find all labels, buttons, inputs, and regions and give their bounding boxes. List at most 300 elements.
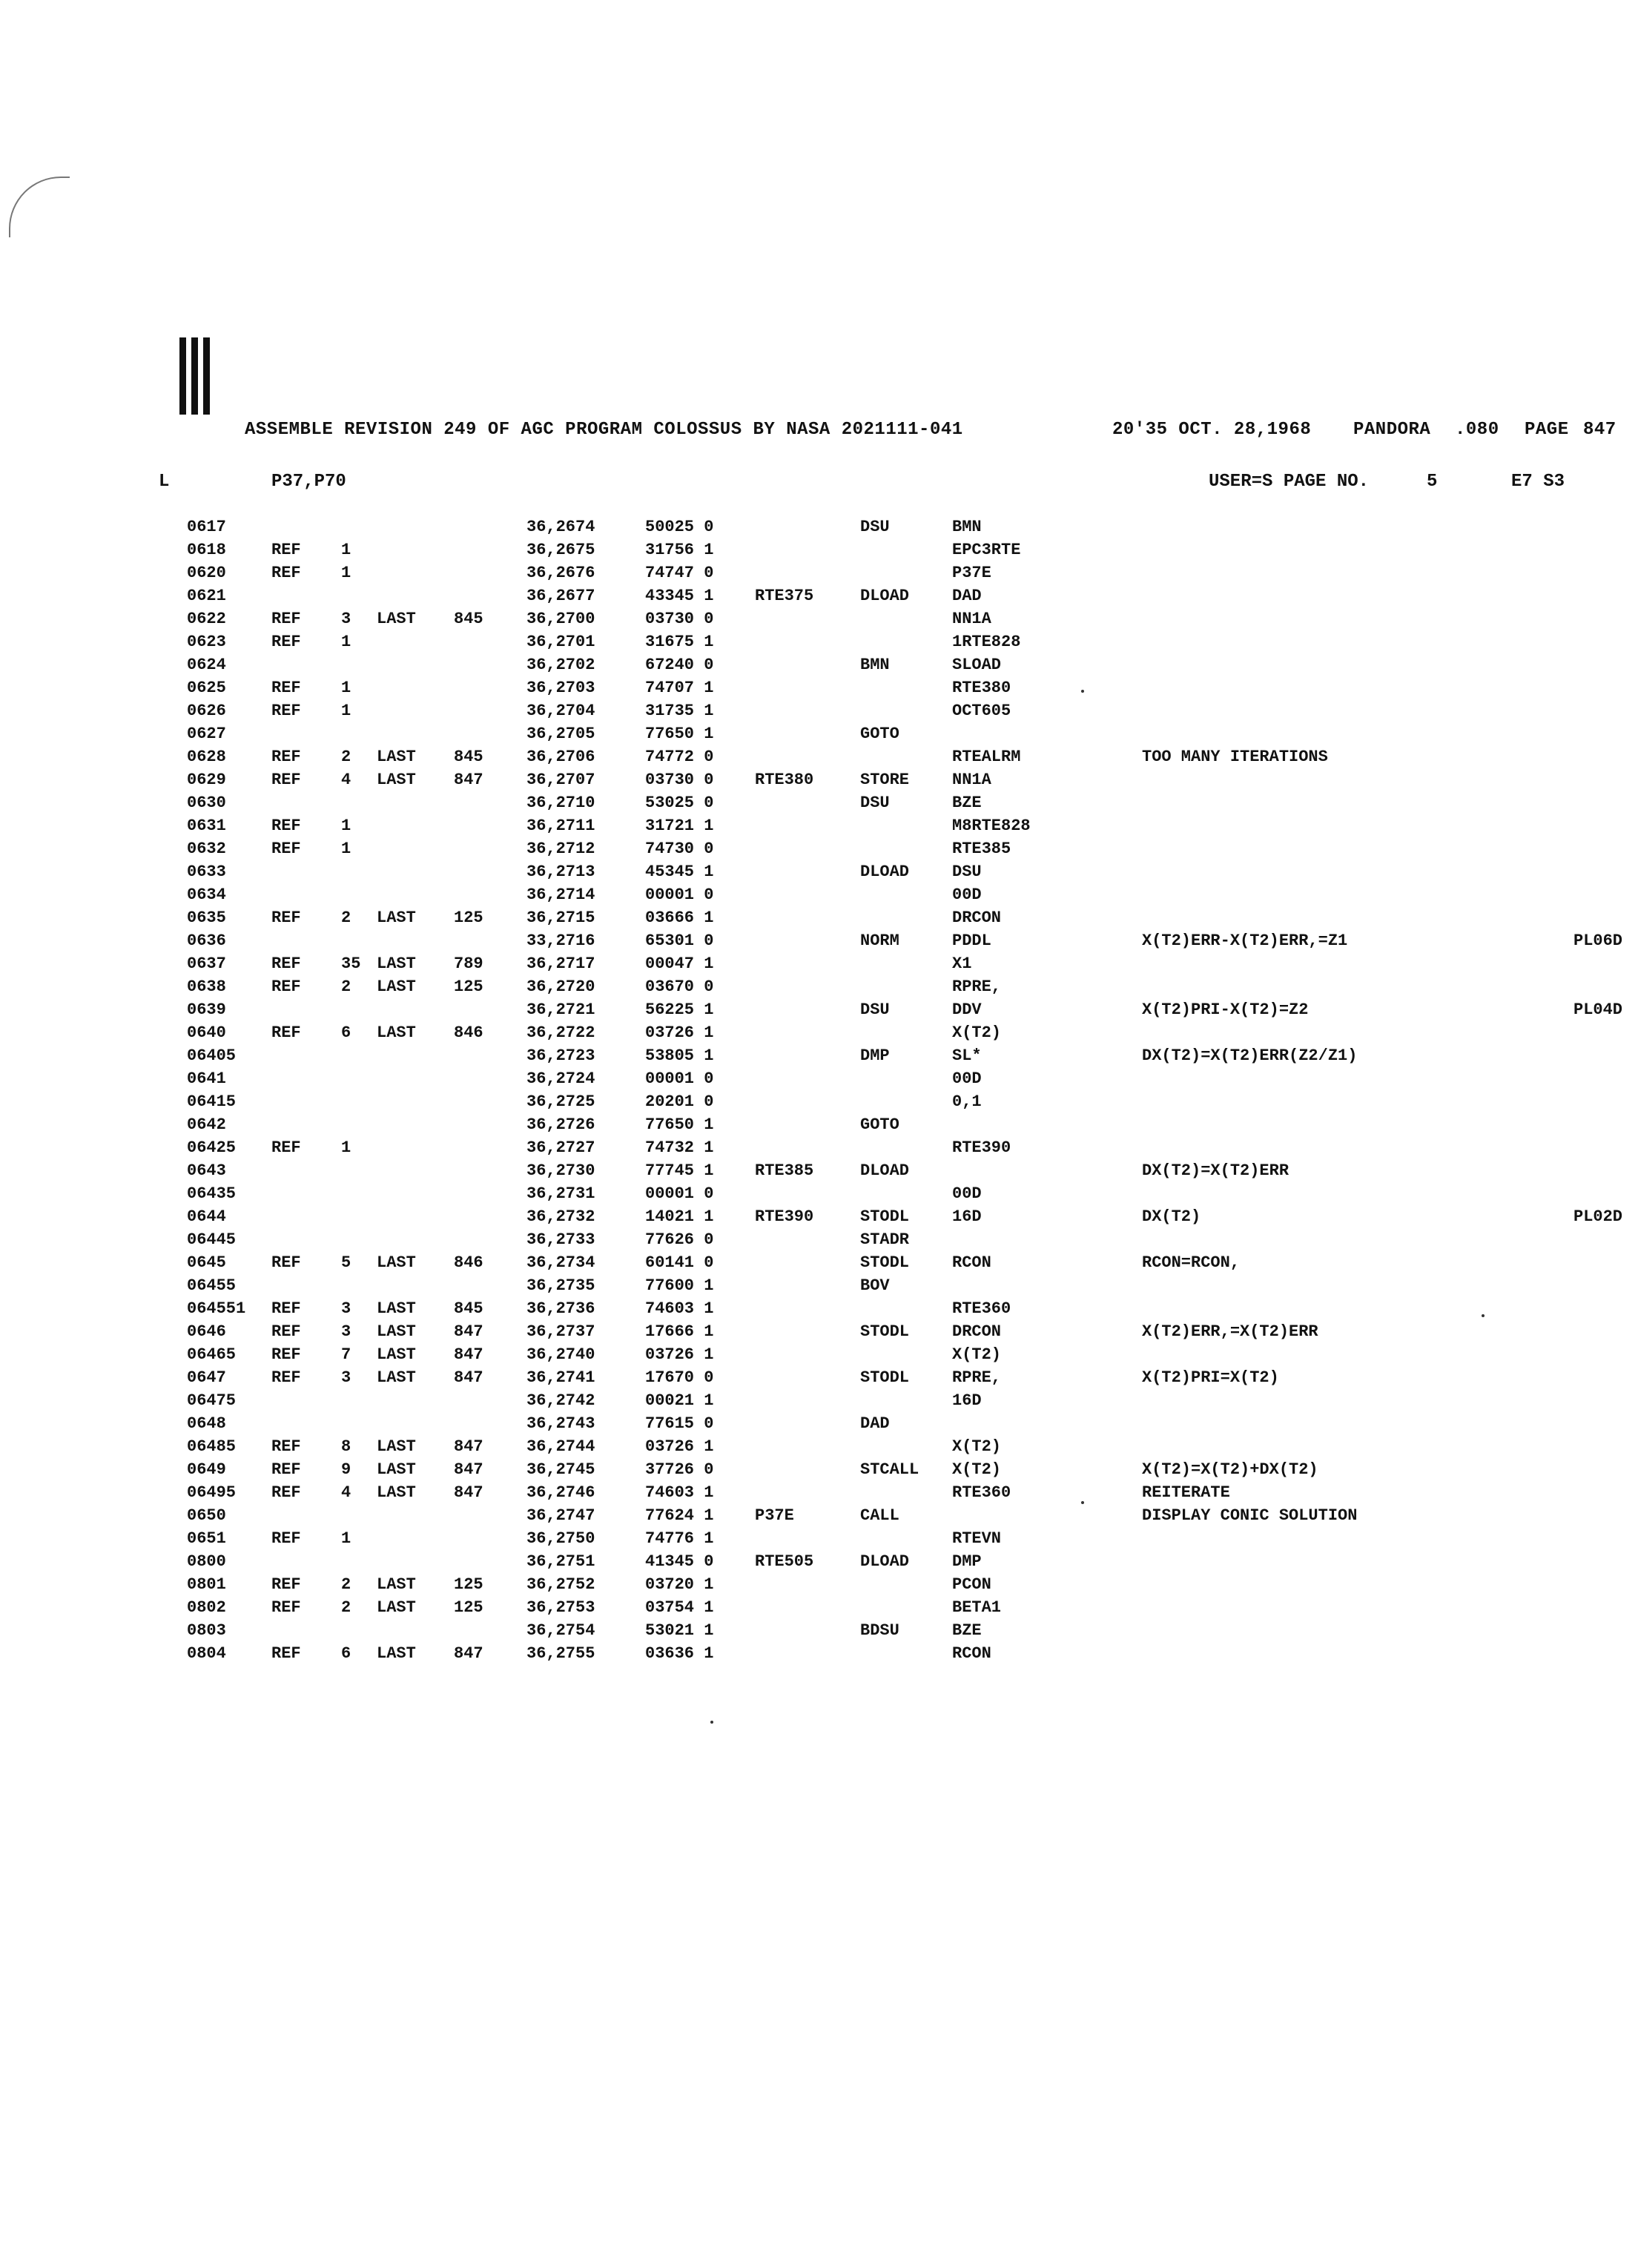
last-page: 789	[454, 955, 483, 973]
address: 36,2714	[526, 886, 595, 904]
opcode: DAD	[860, 1414, 890, 1433]
address: 36,2710	[526, 794, 595, 812]
operand: 0,1	[952, 1092, 982, 1111]
address: 36,2701	[526, 633, 595, 651]
scan-speck	[710, 1721, 713, 1724]
label: P37E	[755, 1506, 794, 1525]
operand: RPRE,	[952, 978, 1002, 996]
address: 36,2703	[526, 679, 595, 697]
listing-code: E7 S3	[1511, 472, 1565, 492]
octal-code: 74603 1	[645, 1299, 714, 1318]
listing-row	[0, 1322, 1638, 1345]
line-number: 0643	[187, 1161, 226, 1180]
scan-speck	[1482, 1314, 1485, 1317]
octal-code: 77650 1	[645, 1115, 714, 1134]
octal-code: 41345 0	[645, 1552, 714, 1571]
address: 36,2720	[526, 978, 595, 996]
last-flag: LAST	[377, 1644, 416, 1663]
last-page: 125	[454, 1598, 483, 1617]
listing-row	[0, 1598, 1638, 1621]
address: 36,2715	[526, 909, 595, 927]
operand: DRCON	[952, 909, 1002, 927]
opcode: STODL	[860, 1207, 910, 1226]
listing-row	[0, 1391, 1638, 1414]
ref-count: 6	[341, 1644, 351, 1663]
address: 36,2741	[526, 1368, 595, 1387]
octal-code: 17666 1	[645, 1322, 714, 1341]
ref-count: 2	[341, 748, 351, 766]
address: 36,2713	[526, 863, 595, 881]
opcode: STCALL	[860, 1460, 919, 1479]
ref-count: 2	[341, 1575, 351, 1594]
last-page: 847	[454, 1460, 483, 1479]
octal-code: 37726 0	[645, 1460, 714, 1479]
listing-row	[0, 564, 1638, 587]
listing-row	[0, 1161, 1638, 1184]
listing-row	[0, 840, 1638, 863]
ref-flag: REF	[271, 1345, 301, 1364]
octal-code: 74776 1	[645, 1529, 714, 1548]
line-number: 0631	[187, 817, 226, 835]
listing-row	[0, 1207, 1638, 1230]
octal-code: 31756 1	[645, 541, 714, 559]
user-page-label: USER=S PAGE NO.	[1209, 472, 1370, 492]
listing-row	[0, 1483, 1638, 1506]
ref-count: 2	[341, 1598, 351, 1617]
operand: NN1A	[952, 771, 991, 789]
line-number: 0651	[187, 1529, 226, 1548]
comment: DX(T2)=X(T2)ERR	[1142, 1161, 1289, 1180]
ref-flag: REF	[271, 1460, 301, 1479]
page-label: PAGE	[1525, 420, 1569, 440]
address: 36,2725	[526, 1092, 595, 1111]
opcode: DLOAD	[860, 1161, 910, 1180]
assembly-timestamp: 20'35 OCT. 28,1968	[1112, 420, 1312, 440]
page-number: 847	[1583, 420, 1616, 440]
line-number: 0803	[187, 1621, 226, 1640]
octal-code: 00001 0	[645, 886, 714, 904]
opcode: STADR	[860, 1230, 910, 1249]
ref-flag: REF	[271, 840, 301, 858]
listing-row	[0, 1046, 1638, 1069]
last-page: 847	[454, 1368, 483, 1387]
last-page: 125	[454, 978, 483, 996]
operand: RTEVN	[952, 1529, 1002, 1548]
last-flag: LAST	[377, 748, 416, 766]
octal-code: 03726 1	[645, 1437, 714, 1456]
ref-count: 1	[341, 633, 351, 651]
operand: BZE	[952, 1621, 982, 1640]
last-flag: LAST	[377, 1598, 416, 1617]
ref-count: 1	[341, 817, 351, 835]
opcode: DMP	[860, 1046, 890, 1065]
ref-flag: REF	[271, 1322, 301, 1341]
listing-row	[0, 725, 1638, 748]
address: 36,2750	[526, 1529, 595, 1548]
listing-row	[0, 1345, 1638, 1368]
operand: RTEALRM	[952, 748, 1021, 766]
line-number: 06435	[187, 1184, 237, 1203]
line-number: 06485	[187, 1437, 237, 1456]
octal-code: 00047 1	[645, 955, 714, 973]
octal-code: 60141 0	[645, 1253, 714, 1272]
ref-count: 1	[341, 840, 351, 858]
address: 36,2717	[526, 955, 595, 973]
octal-code: 31675 1	[645, 633, 714, 651]
address: 36,2712	[526, 840, 595, 858]
listing-row	[0, 955, 1638, 978]
ref-count: 1	[341, 1529, 351, 1548]
last-page: 845	[454, 610, 483, 628]
line-number: 06465	[187, 1345, 237, 1364]
line-number: 0642	[187, 1115, 226, 1134]
octal-code: 03730 0	[645, 610, 714, 628]
operand: BETA1	[952, 1598, 1002, 1617]
listing-row	[0, 541, 1638, 564]
listing-row	[0, 1069, 1638, 1092]
line-number: 0638	[187, 978, 226, 996]
last-flag: LAST	[377, 978, 416, 996]
line-number: 0618	[187, 541, 226, 559]
listing-row	[0, 1575, 1638, 1598]
line-number: 0648	[187, 1414, 226, 1433]
listing-header	[245, 420, 1638, 449]
operand: X(T2)	[952, 1437, 1002, 1456]
ref-flag: REF	[271, 817, 301, 835]
listing-row	[0, 1460, 1638, 1483]
address: 36,2755	[526, 1644, 595, 1663]
line-number: 0639	[187, 1001, 226, 1019]
octal-code: 74732 1	[645, 1138, 714, 1157]
last-page: 846	[454, 1023, 483, 1042]
octal-code: 77626 0	[645, 1230, 714, 1249]
ref-count: 3	[341, 1368, 351, 1387]
last-flag: LAST	[377, 909, 416, 927]
line-number: 0626	[187, 702, 226, 720]
octal-code: 53805 1	[645, 1046, 714, 1065]
line-number: 0647	[187, 1368, 226, 1387]
operand: SLOAD	[952, 656, 1002, 674]
address: 36,2746	[526, 1483, 595, 1502]
octal-code: 77650 1	[645, 725, 714, 743]
address: 36,2723	[526, 1046, 595, 1065]
ref-count: 35	[341, 955, 361, 973]
address: 36,2752	[526, 1575, 595, 1594]
ref-flag: REF	[271, 633, 301, 651]
opcode: DSU	[860, 1001, 890, 1019]
listing-row	[0, 1001, 1638, 1023]
ref-count: 4	[341, 1483, 351, 1502]
ref-count: 2	[341, 978, 351, 996]
listing-row	[0, 978, 1638, 1001]
line-number: 06495	[187, 1483, 237, 1502]
last-page: 847	[454, 1483, 483, 1502]
line-number: 0645	[187, 1253, 226, 1272]
octal-code: 45345 1	[645, 863, 714, 881]
last-flag: LAST	[377, 1299, 416, 1318]
ref-count: 3	[341, 1322, 351, 1341]
line-number: 06415	[187, 1092, 237, 1111]
last-flag: LAST	[377, 1345, 416, 1364]
operand: M8RTE828	[952, 817, 1031, 835]
opcode: DLOAD	[860, 863, 910, 881]
ref-flag: REF	[271, 679, 301, 697]
address: 36,2754	[526, 1621, 595, 1640]
listing-row	[0, 1023, 1638, 1046]
operand: 00D	[952, 1184, 982, 1203]
octal-code: 20201 0	[645, 1092, 714, 1111]
operand: DRCON	[952, 1322, 1002, 1341]
line-number: 0635	[187, 909, 226, 927]
ref-flag: REF	[271, 1483, 301, 1502]
program-names: P37,P70	[271, 472, 346, 492]
ref-flag: REF	[271, 1023, 301, 1042]
octal-code: 50025 0	[645, 518, 714, 536]
listing-row	[0, 1299, 1638, 1322]
opcode: GOTO	[860, 1115, 899, 1134]
line-number: 0640	[187, 1023, 226, 1042]
ref-flag: REF	[271, 748, 301, 766]
address: 36,2751	[526, 1552, 595, 1571]
line-number: 0628	[187, 748, 226, 766]
line-number: 0801	[187, 1575, 226, 1594]
ref-flag: REF	[271, 1253, 301, 1272]
octal-code: 31735 1	[645, 702, 714, 720]
octal-code: 53025 0	[645, 794, 714, 812]
address: 36,2747	[526, 1506, 595, 1525]
address: 36,2753	[526, 1598, 595, 1617]
ref-count: 8	[341, 1437, 351, 1456]
octal-code: 03730 0	[645, 771, 714, 789]
last-flag: LAST	[377, 1483, 416, 1502]
pushdown-note: PL02D	[1573, 1207, 1623, 1226]
octal-code: 77745 1	[645, 1161, 714, 1180]
pushdown-note: PL06D	[1573, 932, 1623, 950]
listing-row	[0, 518, 1638, 541]
listing-row	[0, 771, 1638, 794]
line-number: 0802	[187, 1598, 226, 1617]
operand: X(T2)	[952, 1460, 1002, 1479]
operand: DDV	[952, 1001, 982, 1019]
last-page: 847	[454, 1644, 483, 1663]
ref-flag: REF	[271, 541, 301, 559]
line-number: 0632	[187, 840, 226, 858]
octal-code: 00021 1	[645, 1391, 714, 1410]
octal-code: 03666 1	[645, 909, 714, 927]
address: 36,2743	[526, 1414, 595, 1433]
listing-row	[0, 587, 1638, 610]
comment: X(T2)ERR,=X(T2)ERR	[1142, 1322, 1318, 1341]
line-number: 0637	[187, 955, 226, 973]
address: 36,2726	[526, 1115, 595, 1134]
address: 36,2730	[526, 1161, 595, 1180]
pushdown-note: PL04D	[1573, 1001, 1623, 1019]
ref-count: 1	[341, 1138, 351, 1157]
operand: X(T2)	[952, 1023, 1002, 1042]
operand: 1RTE828	[952, 633, 1021, 651]
ref-flag: REF	[271, 771, 301, 789]
label: RTE375	[755, 587, 814, 605]
line-number: 06455	[187, 1276, 237, 1295]
ref-count: 1	[341, 702, 351, 720]
operand: RPRE,	[952, 1368, 1002, 1387]
operand: X(T2)	[952, 1345, 1002, 1364]
address: 36,2744	[526, 1437, 595, 1456]
line-number: 0800	[187, 1552, 226, 1571]
octal-code: 56225 1	[645, 1001, 714, 1019]
ref-flag: REF	[271, 1437, 301, 1456]
system-name: PANDORA	[1353, 420, 1431, 440]
last-page: 125	[454, 1575, 483, 1594]
last-flag: LAST	[377, 1253, 416, 1272]
operand: OCT605	[952, 702, 1011, 720]
octal-code: 74730 0	[645, 840, 714, 858]
operand: 00D	[952, 1069, 982, 1088]
opcode: BDSU	[860, 1621, 899, 1640]
operand: 16D	[952, 1391, 982, 1410]
operand: BMN	[952, 518, 982, 536]
listing-row	[0, 1368, 1638, 1391]
address: 36,2677	[526, 587, 595, 605]
ref-count: 3	[341, 610, 351, 628]
barcode-mark	[179, 337, 221, 425]
octal-code: 03754 1	[645, 1598, 714, 1617]
last-flag: LAST	[377, 610, 416, 628]
last-page: 847	[454, 1345, 483, 1364]
listing-row	[0, 679, 1638, 702]
ref-flag: REF	[271, 610, 301, 628]
ref-count: 1	[341, 679, 351, 697]
address: 36,2705	[526, 725, 595, 743]
last-flag: LAST	[377, 1368, 416, 1387]
line-number: 0617	[187, 518, 226, 536]
line-number: 06445	[187, 1230, 237, 1249]
label: RTE505	[755, 1552, 814, 1571]
opcode: NORM	[860, 932, 899, 950]
last-page: 845	[454, 748, 483, 766]
listing-row	[0, 1115, 1638, 1138]
ref-count: 5	[341, 1253, 351, 1272]
address: 36,2722	[526, 1023, 595, 1042]
address: 36,2675	[526, 541, 595, 559]
listing-row	[0, 702, 1638, 725]
line-number: 0624	[187, 656, 226, 674]
operand: SL*	[952, 1046, 982, 1065]
ref-flag: REF	[271, 909, 301, 927]
listing-type: L	[159, 472, 170, 492]
address: 36,2700	[526, 610, 595, 628]
label: RTE390	[755, 1207, 814, 1226]
address: 36,2745	[526, 1460, 595, 1479]
ref-count: 6	[341, 1023, 351, 1042]
opcode: STODL	[860, 1322, 910, 1341]
line-number: 0650	[187, 1506, 226, 1525]
listing-row	[0, 1253, 1638, 1276]
comment: DX(T2)	[1142, 1207, 1201, 1226]
ref-flag: REF	[271, 1368, 301, 1387]
line-number: 0641	[187, 1069, 226, 1088]
octal-code: 77600 1	[645, 1276, 714, 1295]
octal-code: 03726 1	[645, 1023, 714, 1042]
operand: RTE360	[952, 1483, 1011, 1502]
ref-flag: REF	[271, 955, 301, 973]
last-flag: LAST	[377, 771, 416, 789]
address: 36,2724	[526, 1069, 595, 1088]
listing-row	[0, 1437, 1638, 1460]
listing-row	[0, 1092, 1638, 1115]
listing-row	[0, 1529, 1638, 1552]
listing-row	[0, 1506, 1638, 1529]
scan-speck	[1081, 1501, 1084, 1504]
user-page-number: 5	[1427, 472, 1438, 492]
last-flag: LAST	[377, 1460, 416, 1479]
listing-row	[0, 1184, 1638, 1207]
address: 36,2740	[526, 1345, 595, 1364]
octal-code: 77615 0	[645, 1414, 714, 1433]
listing-row	[0, 932, 1638, 955]
last-flag: LAST	[377, 1437, 416, 1456]
last-page: 847	[454, 1322, 483, 1341]
operand: PDDL	[952, 932, 991, 950]
ref-flag: REF	[271, 1299, 301, 1318]
address: 36,2736	[526, 1299, 595, 1318]
operand: RTE380	[952, 679, 1011, 697]
opcode: DSU	[860, 518, 890, 536]
line-number: 0634	[187, 886, 226, 904]
last-flag: LAST	[377, 1322, 416, 1341]
ref-flag: REF	[271, 1575, 301, 1594]
octal-code: 74772 0	[645, 748, 714, 766]
listing-subheader	[0, 472, 1638, 501]
address: 36,2734	[526, 1253, 595, 1272]
octal-code: 31721 1	[645, 817, 714, 835]
opcode: STODL	[860, 1253, 910, 1272]
address: 36,2731	[526, 1184, 595, 1203]
listing-row	[0, 1644, 1638, 1667]
line-number: 0630	[187, 794, 226, 812]
operand: DSU	[952, 863, 982, 881]
operand: RCON	[952, 1253, 991, 1272]
address: 36,2732	[526, 1207, 595, 1226]
ref-count: 4	[341, 771, 351, 789]
ref-flag: REF	[271, 1644, 301, 1663]
operand: DMP	[952, 1552, 982, 1571]
octal-code: 74747 0	[645, 564, 714, 582]
ref-count: 3	[341, 1299, 351, 1318]
octal-code: 03670 0	[645, 978, 714, 996]
scan-corner-mark	[9, 177, 70, 237]
octal-code: 17670 0	[645, 1368, 714, 1387]
listing-row	[0, 1552, 1638, 1575]
listing-row	[0, 817, 1638, 840]
octal-code: 03726 1	[645, 1345, 714, 1364]
address: 36,2733	[526, 1230, 595, 1249]
operand: DAD	[952, 587, 982, 605]
ref-count: 7	[341, 1345, 351, 1364]
operand: NN1A	[952, 610, 991, 628]
line-number: 06475	[187, 1391, 237, 1410]
address: 36,2674	[526, 518, 595, 536]
opcode: STORE	[860, 771, 910, 789]
last-flag: LAST	[377, 1575, 416, 1594]
listing-row	[0, 1414, 1638, 1437]
octal-code: 14021 1	[645, 1207, 714, 1226]
line-number: 0623	[187, 633, 226, 651]
octal-code: 03636 1	[645, 1644, 714, 1663]
last-page: 847	[454, 1437, 483, 1456]
operand: BZE	[952, 794, 982, 812]
line-number: 06425	[187, 1138, 237, 1157]
